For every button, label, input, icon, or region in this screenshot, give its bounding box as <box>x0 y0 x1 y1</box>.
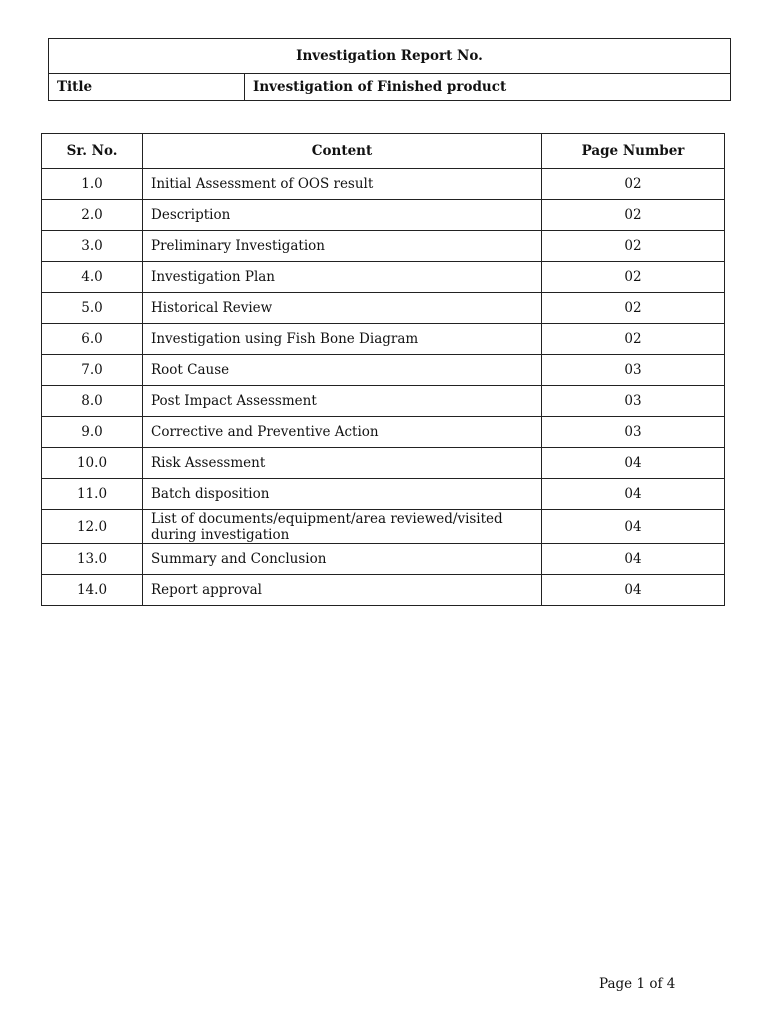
table-row <box>42 231 725 262</box>
sr-no-cell: 4.0 <box>42 262 143 293</box>
page-number-cell: 02 <box>542 262 725 293</box>
report-header-table <box>48 38 731 101</box>
page-number-cell: 03 <box>542 386 725 417</box>
table-row <box>42 479 725 510</box>
page-number-cell: 03 <box>542 355 725 386</box>
content-cell: List of documents/equipment/area reviewed/visited during investigation <box>143 510 542 544</box>
content-cell: Description <box>143 200 542 231</box>
sr-no-cell: 8.0 <box>42 386 143 417</box>
report-number-label: Investigation Report No. <box>49 39 731 74</box>
toc-header-row <box>42 134 725 169</box>
content-cell: Preliminary Investigation <box>143 231 542 262</box>
table-row <box>42 169 725 200</box>
page-number-cell: 04 <box>542 479 725 510</box>
table-row <box>42 510 725 544</box>
sr-no-cell: 10.0 <box>42 448 143 479</box>
page-number-header: Page Number <box>542 134 725 169</box>
page-number-cell: 02 <box>542 169 725 200</box>
content-cell: Summary and Conclusion <box>143 544 542 575</box>
sr-no-cell: 3.0 <box>42 231 143 262</box>
sr-no-cell: 11.0 <box>42 479 143 510</box>
content-header: Content <box>143 134 542 169</box>
sr-no-cell: 6.0 <box>42 324 143 355</box>
content-cell: Initial Assessment of OOS result <box>143 169 542 200</box>
sr-no-cell: 1.0 <box>42 169 143 200</box>
table-row <box>42 324 725 355</box>
table-row <box>42 448 725 479</box>
sr-no-cell: 9.0 <box>42 417 143 448</box>
table-row <box>42 417 725 448</box>
table-row <box>42 262 725 293</box>
sr-no-cell: 5.0 <box>42 293 143 324</box>
table-row <box>42 386 725 417</box>
sr-no-cell: 7.0 <box>42 355 143 386</box>
table-row <box>42 355 725 386</box>
page-number-cell: 03 <box>542 417 725 448</box>
sr-no-header: Sr. No. <box>42 134 143 169</box>
content-cell: Investigation Plan <box>143 262 542 293</box>
page-number-cell: 04 <box>542 575 725 606</box>
content-cell: Batch disposition <box>143 479 542 510</box>
content-cell: Post Impact Assessment <box>143 386 542 417</box>
table-row <box>42 293 725 324</box>
sr-no-cell: 14.0 <box>42 575 143 606</box>
sr-no-cell: 2.0 <box>42 200 143 231</box>
page-footer: Page 1 of 4 <box>599 976 676 992</box>
table-row <box>42 544 725 575</box>
page-number-cell: 04 <box>542 510 725 544</box>
page-number-cell: 02 <box>542 231 725 262</box>
report-number-row <box>49 39 731 74</box>
page-number-cell: 02 <box>542 200 725 231</box>
content-cell: Historical Review <box>143 293 542 324</box>
table-of-contents <box>41 133 725 606</box>
page-number-cell: 02 <box>542 324 725 355</box>
page-number-cell: 04 <box>542 448 725 479</box>
content-cell: Report approval <box>143 575 542 606</box>
page-number-cell: 04 <box>542 544 725 575</box>
sr-no-cell: 12.0 <box>42 510 143 544</box>
content-cell: Risk Assessment <box>143 448 542 479</box>
title-row <box>49 74 731 101</box>
title-value: Investigation of Finished product <box>245 74 731 101</box>
page-number-cell: 02 <box>542 293 725 324</box>
content-cell: Corrective and Preventive Action <box>143 417 542 448</box>
title-label: Title <box>49 74 245 101</box>
sr-no-cell: 13.0 <box>42 544 143 575</box>
table-row <box>42 575 725 606</box>
content-cell: Root Cause <box>143 355 542 386</box>
table-row <box>42 200 725 231</box>
content-cell: Investigation using Fish Bone Diagram <box>143 324 542 355</box>
